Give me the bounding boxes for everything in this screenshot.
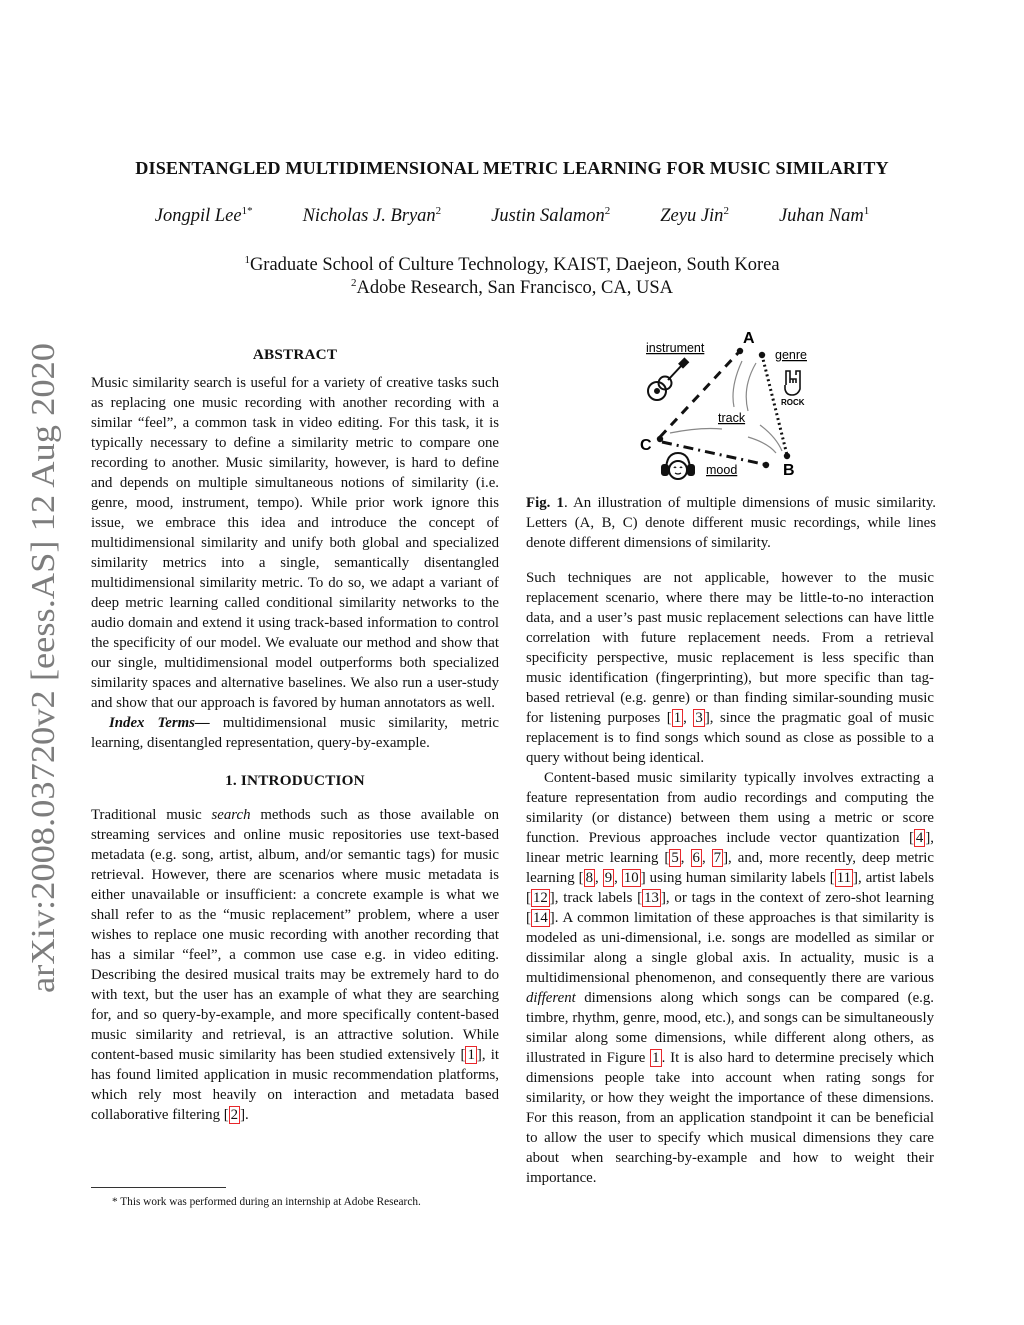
label-genre: genre bbox=[775, 348, 807, 362]
paper-title: DISENTANGLED MULTIDIMENSIONAL METRIC LEARNING FOR MUSIC SIMILARITY bbox=[135, 158, 889, 178]
author: Jongpil Lee$^{1*}$ bbox=[154, 204, 253, 226]
author: Nicholas J. Bryan$^2$ bbox=[302, 204, 442, 226]
label-instrument: instrument bbox=[646, 341, 705, 355]
citation-link[interactable]: 9 bbox=[604, 870, 613, 886]
paragraph: Such techniques are not applicable, however to the music replacement scenario, where there may be little-to-no interaction data, and a user’s past music replacement selections can have little correlation with future replacement needs. From a retrieval specificity perspective, music replacement is less specific than music identification (fingerprinting), but more specific than tag-based retrieval (e.g. genre) or than finding similar-sounding music for listening purposes [ 1 , 3 ], since the pragmatic goal of music replacement is to find songs which sound as close as possible to a query without being identical. bbox=[526, 570, 934, 766]
label-track: track bbox=[718, 411, 746, 425]
intro-paragraph: Traditional music search methods such as those available on streaming services and online music repositories use text-based metadata (e.g. song, artist, album, and/or semantic tags) for music retrieval. However, there are scenarios where music metadata is either unavailable or insufficient: a concrete example is what we shall refer to as the “music replacement” problem, where a user wishes to replace one music recording with another recording that has a similar “feel”, a common use case e.g. in video editing. Describing the desired musical traits may be extremely hard to do with text, but the user has an example of what they are searching for, and so query-by-example, and more specifically content-based music similarity and retrieval, is an attractive solution. While content-based music similarity has been studied extensively [ 1 ], it has found limited application in music recommendation platforms, which rely most heavily on interaction and metadata based collaborative filtering [ 2 ]. bbox=[91, 807, 499, 1123]
right-column bbox=[526, 568, 934, 1188]
point-c bbox=[657, 436, 663, 442]
citation-link[interactable]: 10 bbox=[623, 870, 639, 886]
track-line bbox=[746, 363, 756, 411]
abstract-heading: ABSTRACT bbox=[252, 346, 338, 363]
rock-hand-icon bbox=[785, 371, 800, 395]
guitar-icon bbox=[648, 359, 688, 400]
point-a bbox=[737, 348, 743, 354]
figure-caption: Fig. 1. An illustration of multiple dimensions of music similarity. Letters (A, B, C) denote different music recordings, while lines denote different dimensions of similarity. bbox=[526, 495, 936, 551]
point-genre bbox=[759, 352, 765, 358]
author: Justin Salamon$^2$ bbox=[491, 204, 611, 226]
citation-link[interactable]: 1 bbox=[467, 1047, 475, 1063]
label-c: C bbox=[640, 437, 652, 454]
footnote-rule bbox=[91, 1187, 226, 1188]
figure-link[interactable]: 1 bbox=[652, 1050, 660, 1066]
point-mood bbox=[763, 462, 769, 468]
affiliation: $^1$Graduate School of Culture Technology, KAIST, Daejeon, South Korea bbox=[244, 253, 780, 275]
author: Juhan Nam$^1$ bbox=[778, 204, 870, 226]
label-b: B bbox=[783, 462, 795, 479]
index-terms: Index Terms— multidimensional music similarity, metric learning, disentangled representation, query-by-example. bbox=[91, 715, 499, 751]
footnote: * This work was performed during an internship at Adobe Research. bbox=[112, 1196, 421, 1208]
citation-link[interactable]: 8 bbox=[585, 870, 594, 886]
abstract-text: Music similarity search is useful for a variety of creative tasks such as replacing one music recording with another recording with a similar “feel”, a common task in video editing. For this task, it is typically necessary to define a similarity metric to compare one recording to another. Music similarity, however, is hard to define and depends on multiple simultaneous notions of similarity (i.e. genre, mood, instrument, tempo). While prior work ignore this issue, we embrace this idea and introduce the concept of multidimensional similarity and unify both global and specialized similarity metrics into a single, semantically disentangled multidimensional similarity metric. To do so, we adapt a variant of deep metric learning called conditional similarity networks to the audio domain and extend it using track-based information to control the specificity of our model. We evaluate our method and show that our single, multidimensional model outperforms both specialized similarity spaces and alternative baselines. We also run a user-study and show that our approach is favored by human annotators as well. bbox=[91, 375, 499, 711]
label-mood: mood bbox=[706, 463, 738, 477]
figure-1 bbox=[630, 325, 830, 485]
citation-link[interactable]: 13 bbox=[644, 890, 659, 906]
track-line bbox=[748, 437, 776, 453]
svg-text:arXiv:2008.03720v2 [eess.AS]: arXiv:2008.03720v2 [eess.AS] 12 Aug 2020 bbox=[25, 395, 62, 993]
citation-link[interactable]: 5 bbox=[671, 850, 679, 866]
citation-link[interactable]: 11 bbox=[836, 870, 852, 886]
label-a: A bbox=[743, 330, 755, 347]
track-line bbox=[760, 425, 782, 451]
arxiv-identifier bbox=[22, 335, 62, 995]
citation-link[interactable]: 12 bbox=[532, 890, 548, 906]
headphones-icon bbox=[662, 453, 694, 479]
citation-link[interactable]: 4 bbox=[915, 830, 924, 846]
citation-link[interactable]: 6 bbox=[692, 850, 700, 866]
affiliation: $^2$Adobe Research, San Francisco, CA, USA bbox=[351, 276, 673, 298]
paragraph: Content-based music similarity typically involves extracting a feature representation from audio recordings and computing the similarity (or distance) between them using a metric or score function. Previous approaches include vector quantization [ 4 ], linear metric learning [ 5 , 6 , 7 ], and, more recently, deep metric learning [ 8 , 9 , 10 ] using human similarity labels [ 11 ], artist labels [ 12 ], track labels [ 13 ], or tags in the context of zero-shot learning [ 14 ]. A common limitation of these approaches is that similarity is modeled as uni-dimensional, i.e. songs are modelled as similar or dissimilar along a single global axis. In actuality, music is a multidimensional phenomenon, and consequently there are various different dimensions along which songs can be compared (e.g. timbre, rhythm, genre, mood, etc.), and songs can be simultaneously similar along some dimensions, while different along others, as illustrated in Figure 1 . It is also hard to determine precisely which dimensions people take into account when rating songs for similarity, or how they weight the importance of these dimensions. For this reason, from an application standpoint it can be beneficial to allow the user to specify which musical dimensions they care about when searching-by-example and how to weight their importance. bbox=[526, 770, 935, 1186]
citation-link[interactable]: 1 bbox=[673, 710, 682, 726]
point-b bbox=[784, 453, 790, 459]
citation-link[interactable]: 7 bbox=[713, 850, 722, 866]
left-column bbox=[91, 345, 499, 1125]
author: Zeyu Jin$^2$ bbox=[660, 204, 729, 226]
introduction-heading: 1. INTRODUCTION bbox=[225, 772, 365, 789]
author-list bbox=[0, 206, 1024, 227]
rock-label: ROCK bbox=[781, 398, 805, 407]
citation-link[interactable]: 2 bbox=[230, 1107, 239, 1123]
citation-link[interactable]: 3 bbox=[695, 710, 703, 726]
citation-link[interactable]: 14 bbox=[532, 910, 548, 926]
track-line bbox=[670, 429, 722, 434]
track-line bbox=[733, 361, 742, 407]
